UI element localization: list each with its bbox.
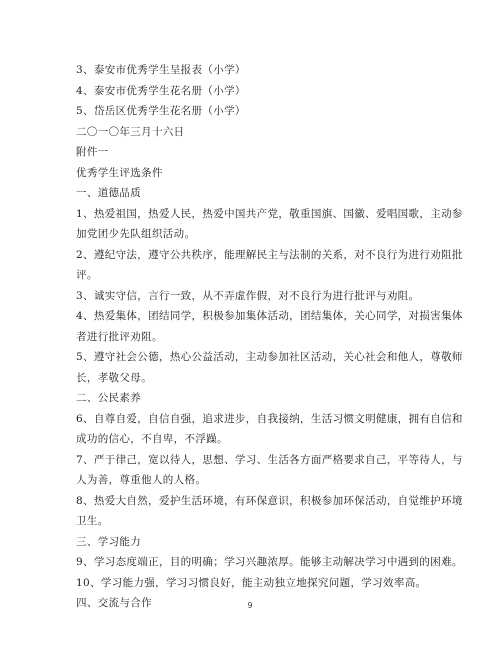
text-line: 5、遵守社会公德，热心公益活动，主动参加社区活动，关心社会和他人，尊敬师 xyxy=(76,351,463,363)
text-line: 5、岱岳区优秀学生花名册（小学） xyxy=(76,105,246,117)
text-line: 7、严于律己，宽以待人，思想、学习、生活各方面严格要求自己，平等待人，与 xyxy=(76,453,463,466)
document-body xyxy=(76,60,463,614)
text-line: 人为善，尊重他人的人格。 xyxy=(76,474,207,486)
subsection-heading: 三、学习能力 xyxy=(76,535,142,548)
text-line: 6、自尊自爱，自信自强，追求进步，自我接纳，生活习惯文明健康，拥有自信和 xyxy=(76,412,463,425)
subsection-heading: 二、公民素养 xyxy=(76,392,142,404)
text-line: 长，孝敬父母。 xyxy=(76,371,152,384)
text-line: 评。 xyxy=(76,269,98,281)
text-line: 3、泰安市优秀学生呈报表（小学） xyxy=(76,64,246,76)
text-line: 者进行批评劝阻。 xyxy=(76,330,163,343)
section-title: 优秀学生评选条件 xyxy=(76,166,163,179)
text-line: 成功的信心，不自卑，不浮躁。 xyxy=(76,433,228,445)
text-line: 2、遵纪守法，遵守公共秩序，能理解民主与法制的关系，对不良行为进行劝阻批 xyxy=(76,248,463,261)
text-line: 8、热爱大自然，爱护生活环境，有环保意识，积极参加环保活动，自觉维护环境 xyxy=(76,494,463,507)
text-line: 3、诚实守信，言行一致，从不弄虚作假，对不良行为进行批评与劝阻。 xyxy=(76,289,420,302)
text-line: 9、学习态度端正，目的明确；学习兴趣浓厚。能够主动解决学习中遇到的困难。 xyxy=(76,556,463,568)
text-line: 4、热爱集体，团结同学，积极参加集体活动，团结集体，关心同学，对损害集体 xyxy=(76,310,463,322)
attachment-heading: 附件一 xyxy=(76,146,109,158)
date-line: 二〇一〇年三月十六日 xyxy=(76,125,185,138)
subsection-heading: 一、道德品质 xyxy=(76,187,142,199)
text-line: 卫生。 xyxy=(76,515,109,527)
text-line: 4、泰安市优秀学生花名册（小学） xyxy=(76,84,246,97)
subsection-heading: 四、交流与合作 xyxy=(76,597,152,609)
page-number: 9 xyxy=(247,601,253,610)
text-line: 加党团少先队组织活动。 xyxy=(76,228,196,240)
text-line: 1、热爱祖国，热爱人民，热爱中国共产党，敬重国旗、国徽、爱唱国歌，主动参 xyxy=(76,207,463,220)
text-line: 10、学习能力强，学习习惯良好，能主动独立地探究问题，学习效率高。 xyxy=(76,576,427,589)
